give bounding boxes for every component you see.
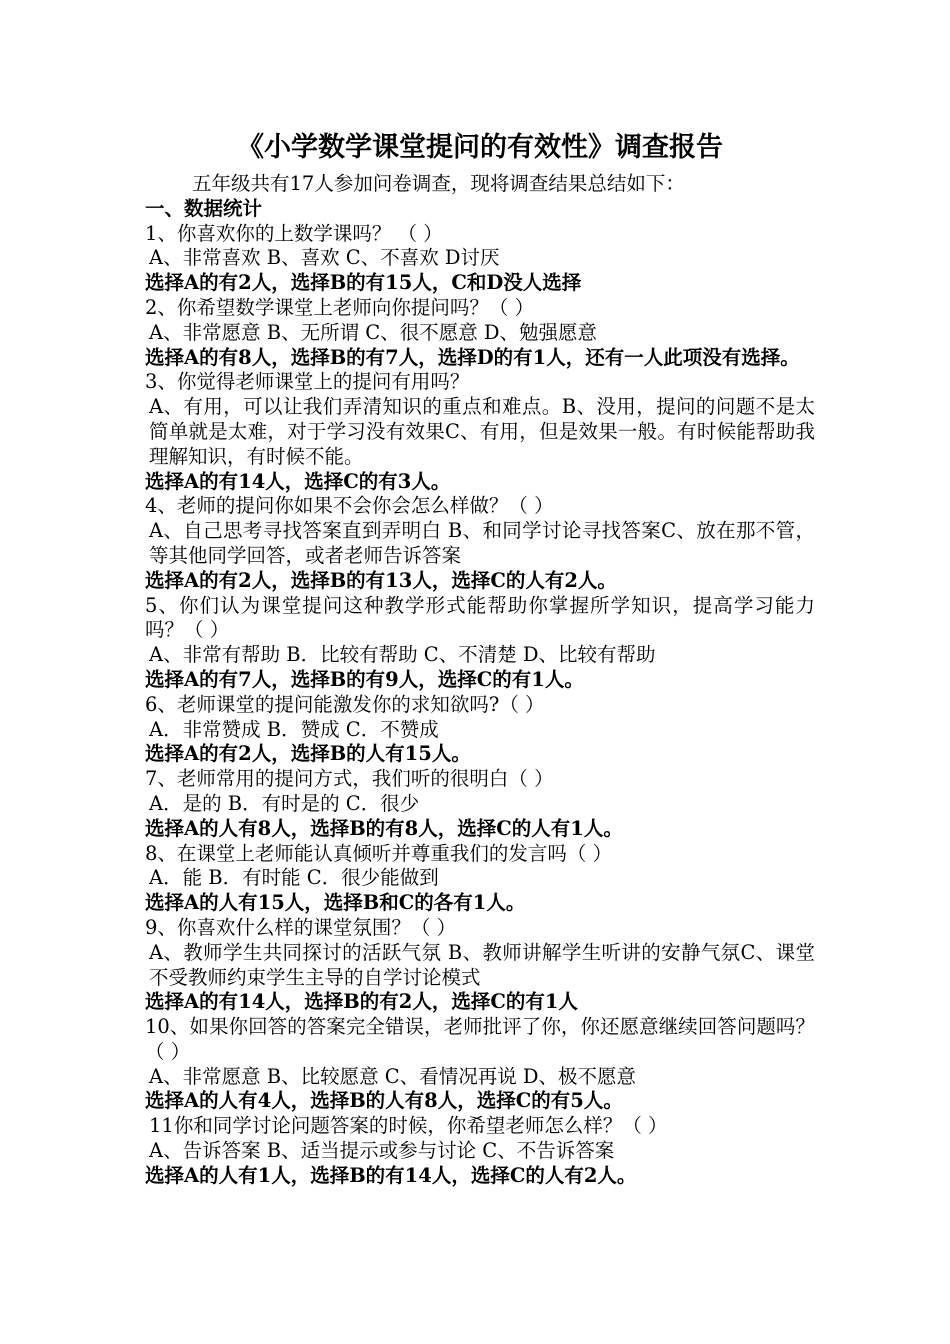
question-2-options: A、非常愿意 B、无所谓 C、很不愿意 D、勉强愿意 <box>149 320 598 344</box>
question-6: 6、老师课堂的提问能激发你的求知欲吗?（ ） <box>145 692 545 716</box>
question-7-result: 选择A的人有8人，选择B的有8人，选择C的人有1人。 <box>145 816 623 840</box>
question-3: 3、你觉得老师课堂上的提问有用吗？ <box>145 370 470 394</box>
question-8: 8、在课堂上老师能认真倾听并尊重我们的发言吗（ ） <box>145 841 613 865</box>
question-2-result: 选择A的有8人，选择B的有7人，选择D的有1人，还有一人此项没有选择。 <box>145 345 800 369</box>
question-9: 9、你喜欢什么样的课堂氛围？（ ） <box>145 915 457 939</box>
question-11-result: 选择A的人有1人，选择B的有14人，选择C的人有2人。 <box>145 1163 637 1187</box>
question-4: 4、老师的提问你如果不会你会怎么样做？（ ） <box>145 494 554 518</box>
question-10: 10、如果你回答的答案完全错误，老师批评了你，你还愿意继续回答问题吗？（ ） <box>145 1015 815 1063</box>
question-6-options: A．非常赞成 B．赞成 C．不赞成 <box>149 717 439 741</box>
question-1-options: A、非常喜欢 B、喜欢 C、不喜欢 D讨厌 <box>149 246 500 270</box>
section-heading: 一、数据统计 <box>145 196 263 220</box>
question-10-options: A、非常愿意 B、比较愿意 C、看情况再说 D、极不愿意 <box>149 1064 637 1088</box>
question-4-options: A、自己思考寻找答案直到弄明白 B、和同学讨论寻找答案C、放在那不管，等其他同学回答，或者老师告诉答案 <box>149 519 815 567</box>
intro-paragraph: 五年级共有17人参加问卷调查，现将调查结果总结如下： <box>192 172 685 195</box>
question-11: 11你和同学讨论问题答案的时候，你希望老师怎么样？（ ） <box>149 1114 668 1138</box>
question-9-options: A、教师学生共同探讨的活跃气氛 B、教师讲解学生听讲的安静气氛C、课堂不受教师约束学生主导的自学讨论模式 <box>149 940 815 989</box>
report-title: 《小学数学课堂提问的有效性》调查报告 <box>237 132 723 163</box>
question-11-options: A、告诉答案 B、适当提示或参与讨论 C、不告诉答案 <box>149 1139 615 1163</box>
question-9-result: 选择A的有14人，选择B的有2人，选择C的有1人 <box>145 990 578 1014</box>
question-10-result: 选择A的人有4人，选择B的人有8人，选择C的有5人。 <box>145 1089 623 1113</box>
question-3-result: 选择A的有14人，选择C的有3人。 <box>145 469 451 493</box>
question-4-result: 选择A的有2人，选择B的有13人，选择C的人有2人。 <box>145 568 617 592</box>
question-5-options: A、非常有帮助 B．比较有帮助 C、不清楚 D、比较有帮助 <box>149 643 656 667</box>
question-7-options: A．是的 B．有时是的 C．很少 <box>149 791 420 815</box>
question-6-result: 选择A的有2人，选择B的人有15人。 <box>145 742 471 766</box>
question-5-result: 选择A的有7人，选择B的有9人，选择C的有1人。 <box>145 667 584 691</box>
question-5: 5、你们认为课堂提问这种教学形式能帮助你掌握所学知识，提高学习能力吗？（ ） <box>145 593 815 642</box>
question-2: 2、你希望数学课堂上老师向你提问吗？（ ） <box>145 295 535 319</box>
question-3-options: A、有用，可以让我们弄清知识的重点和难点。B、没用，提问的问题不是太简单就是太难，对于学习没有效果C、有用，但是效果一般。有时候能帮助我理解知识，有时候不能。 <box>149 395 815 468</box>
question-7: 7、老师常用的提问方式，我们听的很明白（ ） <box>145 767 554 791</box>
question-8-result: 选择A的人有15人，选择B和C的各有1人。 <box>145 891 526 915</box>
question-1: 1、你喜欢你的上数学课吗？ （ ） <box>145 221 443 245</box>
question-1-result: 选择A的有2人，选择B的有15人，C和D没人选择 <box>145 271 582 295</box>
document-page <box>145 128 815 1189</box>
question-8-options: A．能 B．有时能 C．很少能做到 <box>149 866 439 890</box>
